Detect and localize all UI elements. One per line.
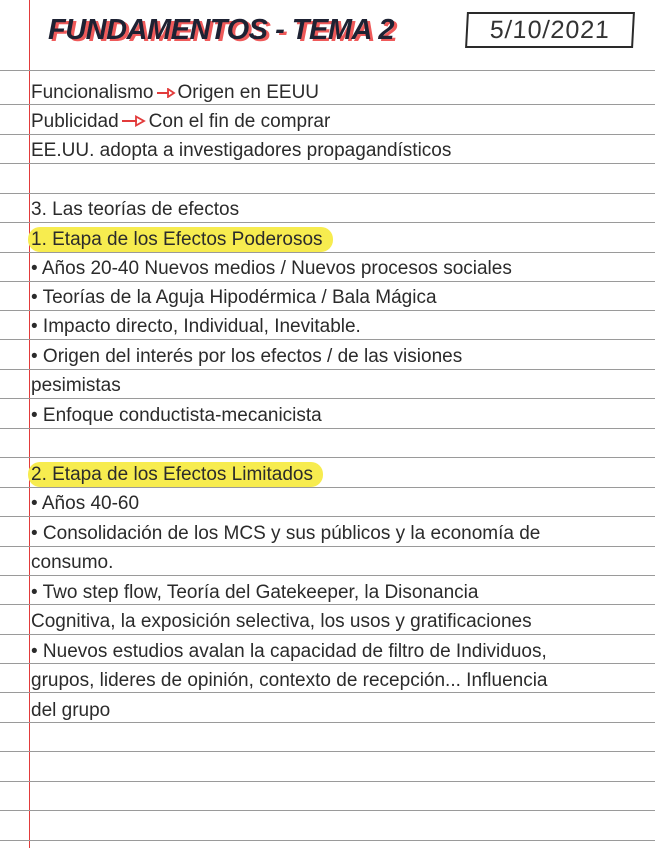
- rule-line: [0, 193, 655, 194]
- rule-line: [0, 457, 655, 458]
- rule-line: [0, 840, 655, 841]
- note-line: • Teorías de la Aguja Hipodérmica / Bala Mágica: [31, 287, 437, 308]
- rule-line: [0, 428, 655, 429]
- rule-line: [0, 487, 655, 488]
- note-text: Funcionalismo: [31, 82, 154, 104]
- note-line: • Consolidación de los MCS y sus públicos y la economía de: [31, 523, 541, 544]
- section-heading: [31, 229, 333, 251]
- rule-line: [0, 634, 655, 635]
- rule-line: [0, 781, 655, 782]
- page-title: FUNDAMENTOS - TEMA 2: [48, 14, 395, 46]
- note-line: [31, 82, 319, 104]
- note-line: • Años 20-40 Nuevos medios / Nuevos procesos sociales: [31, 258, 512, 279]
- rule-line: [0, 575, 655, 576]
- rule-line: [0, 222, 655, 223]
- highlighted-heading: 1. Etapa de los Efectos Poderosos: [28, 227, 333, 252]
- note-line: EE.UU. adopta a investigadores propagandísticos: [31, 140, 452, 161]
- note-text: Origen en EEUU: [177, 82, 320, 104]
- note-line: pesimistas: [31, 375, 121, 396]
- section-heading: [31, 464, 323, 486]
- note-text: Publicidad: [31, 111, 119, 133]
- rule-line: [0, 722, 655, 723]
- rule-line: [0, 692, 655, 693]
- note-line: 3. Las teorías de efectos: [31, 199, 240, 220]
- note-line: • Enfoque conductista-mecanicista: [31, 405, 322, 426]
- rule-line: [0, 252, 655, 253]
- note-line: • Origen del interés por los efectos / de las visiones: [31, 346, 463, 367]
- note-line: grupos, lideres de opinión, contexto de recepción... Influencia: [31, 670, 548, 691]
- rule-line: [0, 369, 655, 370]
- note-line: • Años 40-60: [31, 493, 140, 514]
- right-arrow-icon: [156, 82, 176, 104]
- note-text: Con el fin de comprar: [148, 111, 331, 133]
- rule-line: [0, 751, 655, 752]
- rule-line: [0, 546, 655, 547]
- date-box: 5/10/2021: [465, 12, 635, 48]
- rule-line: [0, 134, 655, 135]
- margin-line: [29, 0, 30, 848]
- note-line: • Impacto directo, Individual, Inevitable.: [31, 316, 361, 337]
- note-line: consumo.: [31, 552, 114, 573]
- note-line: del grupo: [31, 700, 111, 721]
- right-arrow-icon: [121, 111, 147, 133]
- rule-line: [0, 398, 655, 399]
- rule-line: [0, 310, 655, 311]
- rule-line: [0, 810, 655, 811]
- rule-line: [0, 663, 655, 664]
- note-line: Cognitiva, la exposición selectiva, los usos y gratificaciones: [31, 611, 532, 632]
- note-line: [31, 111, 330, 133]
- rule-line: [0, 70, 655, 71]
- rule-line: [0, 339, 655, 340]
- rule-line: [0, 281, 655, 282]
- highlighted-heading: 2. Etapa de los Efectos Limitados: [28, 462, 323, 487]
- note-line: • Two step flow, Teoría del Gatekeeper, la Disonancia: [31, 582, 479, 603]
- rule-line: [0, 516, 655, 517]
- note-line: • Nuevos estudios avalan la capacidad de filtro de Individuos,: [31, 641, 547, 662]
- rule-line: [0, 604, 655, 605]
- rule-line: [0, 163, 655, 164]
- rule-line: [0, 104, 655, 105]
